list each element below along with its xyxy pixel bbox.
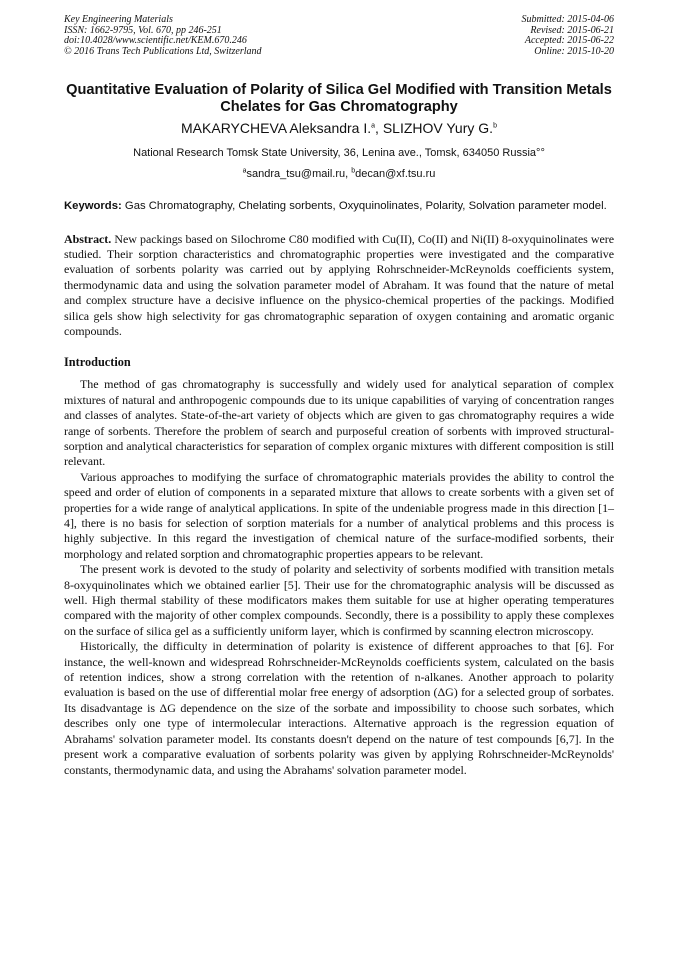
date-online: Online: 2015-10-20 (534, 45, 614, 57)
author-list (64, 120, 614, 137)
abstract-text: New packings based on Silochrome C80 modified with Cu(II), Co(II) and Ni(II) 8-oxyquinolinates were studied. Their sorption characteristics and chromatographic properties were investigated and the comparative evaluation of sorbents polarity was carried out by applying Rohrschneider-McReynolds coefficients system, thermodynamic data and using the solvation parameter model of Abraham. It was found that the nature of metal and complex structure have a decisive influence on the physico-chemical properties of the packings. Modified silica gels show high selectivity for gas chromatographic separation of oxygen containing and aromatic organic compounds. (64, 231, 614, 338)
author-superscript: b (493, 122, 497, 130)
submission-dates (522, 15, 615, 57)
abstract-label: Abstract. (64, 231, 112, 246)
body-paragraph: The method of gas chromatography is successfully and widely used for analytical separation of complex mixtures of natural and anthropogenic compounds due to its unique capabilities of varying of concentration ranges and classes of analytes. State-of-the-art variety of objects which are given to gas chromatography requires a wide range of sorbents. Therefore the problem of search and purposeful creation of sorbents with improved structural-sorption and analytical characteristics for separation of complex organic mixtures with different composition is still relevant. (64, 377, 614, 469)
keywords-label: Keywords: (64, 200, 122, 212)
body-paragraph: Various approaches to modifying the surface of chromatographic materials provides the ability to control the speed and order of elution of components in a separated mixture that allows to create sorbents with a given set of properties for a wide range of analytical applications. In spite of the undeniable progress made in this direction [1–4], there is no basis for selection of sorption materials for a number of analytical problems and this process is highly subjective. In this regard the investigation of chemical nature of the surface-modified sorbents, their morphology and related sorption and chromatographic properties appears to be relevant. (64, 469, 614, 561)
abstract (64, 232, 614, 340)
keywords (64, 199, 614, 214)
author-emails (64, 167, 614, 181)
section-heading-introduction: Introduction (64, 355, 131, 370)
paper-title: Quantitative Evaluation of Polarity of Silica Gel Modified with Transition Metals Chelates for Gas Chromatography (66, 82, 612, 115)
journal-doi: doi:10.4028/www.scientific.net/KEM.670.246 (64, 35, 247, 46)
article-body (64, 82, 614, 778)
date-submitted: Submitted: 2015-04-06 (521, 14, 614, 25)
affiliation: National Research Tomsk State University, 36, Lenina ave., Tomsk, 634050 Russia°° (133, 147, 545, 159)
author-name: MAKARYCHEVA Aleksandra I. (181, 120, 372, 136)
journal-copyright: © 2016 Trans Tech Publications Ltd, Switzerland (64, 45, 262, 57)
journal-name: Key Engineering Materials (64, 14, 173, 25)
email-superscript: b (351, 167, 356, 175)
author-name: SLIZHOV Yury G. (382, 120, 494, 136)
journal-issn: ISSN: 1662-9795, Vol. 670, pp 246-251 (64, 24, 222, 36)
body-paragraph: Historically, the difficulty in determination of polarity is existence of different approaches to that [6]. For instance, the well-known and widespread Rohrschneider-McReynolds coefficients system, calculated on the basis of retention indices, show a strong correlation with the retention of n-alkanes. Another approach to polarity evaluation is based on the use of differential molar free energy of adsorption (ΔG) for a selected group of sorbates. Its disadvantage is ΔG dependence on the size of the sorbate and impossibility to choose such sorbates, which describes only one type of intermolecular interactions. Alternative approach is the regression equation of Abrahams' solvation parameter model. Its constants doesn't depend on the nature of test compounds [6,7]. In the present work a comparative evaluation of sorbents polarity was given by applying Rohrschneider-McReynolds' constants, thermodynamic data, and using the Abrahams' solvation parameter model. (64, 639, 614, 777)
keywords-text: Gas Chromatography, Chelating sorbents, Oxyquinolinates, Polarity, Solvation parameter model. (121, 200, 607, 212)
email-address: decan@xf.tsu.ru (355, 168, 436, 180)
date-revised: Revised: 2015-06-21 (530, 24, 614, 36)
email-address: sandra_tsu@mail.ru, (246, 168, 352, 180)
journal-header (64, 15, 262, 57)
body-paragraph: The present work is devoted to the study of polarity and selectivity of sorbents modified with transition metals 8-oxyquinolinates which we obtained earlier [5]. Their use for the chromatographic analysis will be discussed as well. High thermal stability of these modificators makes them suitable for use at higher operating temperatures compared with the majority of other complex compounds. Secondly, there is a possibility to apply these complexes on the surface of silica gel as a sufficiently uniform layer, which is confirmed by scanning electron microscopy. (64, 562, 614, 638)
author-superscript: a (371, 122, 376, 130)
date-accepted: Accepted: 2015-06-22 (524, 35, 614, 46)
email-superscript: a (242, 167, 247, 175)
author-separator: , (375, 120, 383, 136)
